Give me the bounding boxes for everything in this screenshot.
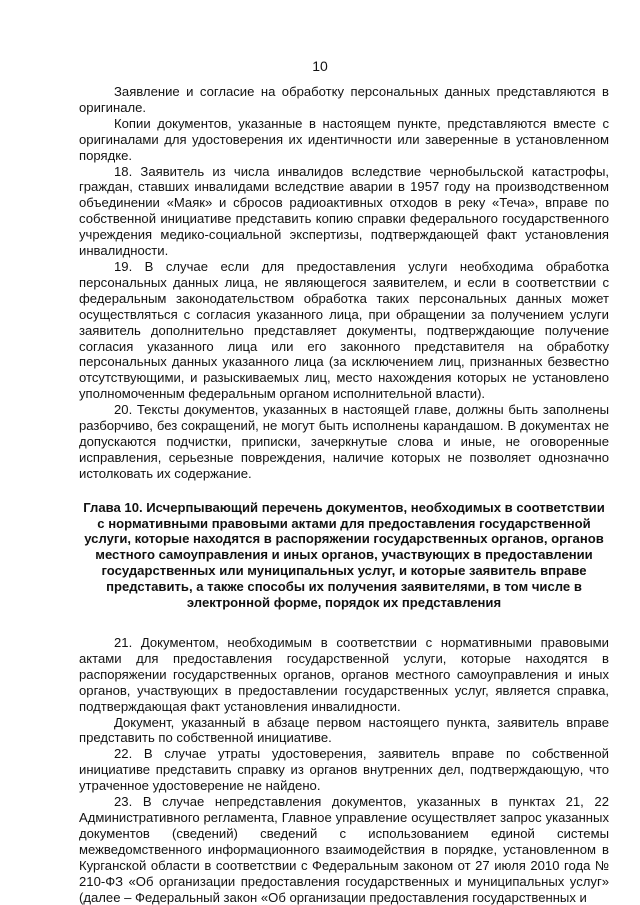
paragraph-19: 19. В случае если для предоставления услуги необходима обработка персональных данных лица, не являющегося заявителем, и если в соответствии с федеральным законодательством обработка таких персональных данных может осуществляться с согласия указанного лица, при обращении за получением услуги заявитель дополнительно представляет документы, подтверждающие получение согласия указанного лица или его законного представителя на обработку персональных данных указанного лица (за исключением лиц, признанных безвестно отсутствующими, и разыскиваемых лиц, место нахождения которых не установлено уполномоченным федеральным органом исполнительной власти). <box>79 258 609 402</box>
paragraph-23: 23. В случае непредставления документов, указанных в пунктах 21, 22 Административного регламента, Главное управление осуществляет запрос указанных документов (сведений) сведений с использованием единой системы межведомственного информационного взаимодействия в порядке, установленном в Курганской области в соответствии с Федеральным законом от 27 июля 2010 года № 210-ФЗ «Об организации предоставления государственных и муниципальных услуг» (далее – Федеральный закон «Об организации предоставления государственных и <box>79 794 609 905</box>
document-body <box>79 84 609 905</box>
paragraph-consent-original: Заявление и согласие на обработку персональных данных представляются в оригинале. <box>79 84 609 115</box>
paragraph-21-note: Документ, указанный в абзаце первом настоящего пункта, заявитель вправе представить по собственной инициативе. <box>79 714 609 746</box>
page-number: 10 <box>312 58 328 74</box>
chapter-10-heading: Глава 10. Исчерпывающий перечень документов, необходимых в соответствии с нормативными правовыми актами для предоставления государственной услуги, которые находятся в распоряжении государственных органов, органов местного самоуправления и иных органов, участвующих в предоставлении государственных или муниципальных услуг, и которые заявитель вправе представить, а также способы их получения заявителями, в том числе в электронной форме, порядок их представления <box>83 499 605 611</box>
paragraph-21: 21. Документом, необходимым в соответствии с нормативными правовыми актами для предоставления государственной услуги, которые находятся в распоряжении государственных органов, органов местного самоуправления и иных органов, участвующих в предоставлении государственных услуг, является справка, подтверждающая факт установления инвалидности. <box>79 635 609 714</box>
paragraph-18: 18. Заявитель из числа инвалидов вследствие чернобыльской катастрофы, граждан, ставших инвалидами вследствие аварии в 1957 году на производственном объединении «Маяк» и сбросов радиоактивных отходов в реку «Теча», вправе по собственной инициативе представить копию справки федерального государственного учреждения медико-социальной экспертизы, подтверждающей факт установления инвалидности. <box>79 163 609 259</box>
paragraph-22: 22. В случае утраты удостоверения, заявитель вправе по собственной инициативе представить справку из органов внутренних дел, подтверждающую, что утраченное удостоверение не найдено. <box>79 746 609 794</box>
paragraph-20: 20. Тексты документов, указанных в настоящей главе, должны быть заполнены разборчиво, без сокращений, не могут быть исполнены карандашом. В документах не допускаются подчистки, приписки, зачеркнутые слова и иные, не оговоренные исправления, серьезные повреждения, наличие которых не позволяет однозначно истолковать их содержание. <box>79 402 609 481</box>
paragraph-copies: Копии документов, указанные в настоящем пункте, представляются вместе с оригиналами для удостоверения их идентичности или заверенные в установленном порядке. <box>79 115 609 163</box>
